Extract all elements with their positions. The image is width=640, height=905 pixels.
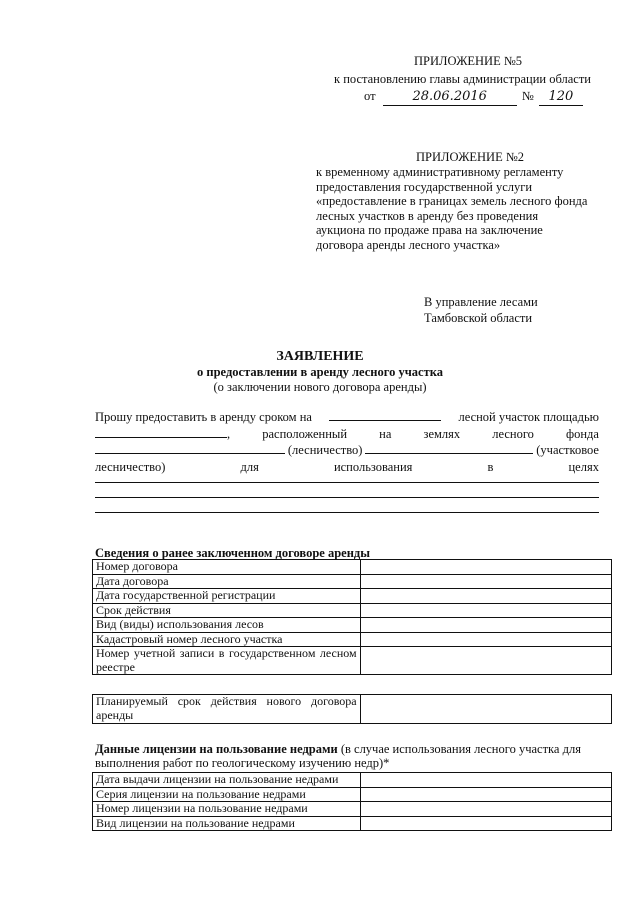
table-row: [93, 603, 612, 618]
district-forestry-field[interactable]: [365, 453, 533, 454]
row-value[interactable]: [360, 787, 611, 802]
request-text: фонда: [566, 426, 599, 441]
appendix2-line: предоставления государственной услуги: [316, 179, 533, 194]
number-handwritten: 120: [539, 90, 583, 106]
request-text: лесного: [492, 426, 534, 441]
addressee-line: В управление лесами: [424, 295, 538, 309]
request-line-1: [95, 410, 599, 425]
table-row: [93, 560, 612, 575]
appendix5-line: к постановлению главы администрации области: [334, 72, 591, 86]
addressee-line: Тамбовской области: [424, 310, 533, 325]
row-value[interactable]: [360, 618, 611, 633]
row-value[interactable]: [360, 816, 611, 831]
request-text: (лесничество): [287, 443, 363, 457]
area-field[interactable]: [95, 437, 227, 438]
row-value[interactable]: [360, 589, 611, 604]
request-text: лесничество): [95, 459, 166, 474]
number-prefix: №: [521, 89, 534, 103]
row-label: Номер договора: [93, 560, 361, 575]
request-line-3: [95, 443, 599, 458]
row-label: Дата выдачи лицензии на пользование недрами: [93, 773, 361, 788]
appendix5-title: ПРИЛОЖЕНИЕ №5: [414, 54, 523, 68]
appendix2-line: договора аренды лесного участка»: [316, 237, 501, 252]
row-label: Вид (виды) использования лесов: [93, 618, 361, 633]
request-text: Прошу предоставить в аренду сроком на: [95, 410, 312, 424]
table-row: [93, 787, 612, 802]
appendix2-title: ПРИЛОЖЕНИЕ №2: [416, 150, 525, 164]
row-label: Дата государственной регистрации: [93, 589, 361, 604]
request-text: ,: [227, 426, 231, 441]
row-label: Планируемый срок действия нового договора аренды: [93, 695, 361, 724]
table-row: [93, 816, 612, 831]
request-paragraph: [95, 410, 599, 474]
appendix2-line: к временному административному регламенту: [316, 165, 564, 179]
row-value[interactable]: [360, 802, 611, 817]
request-text: для: [240, 459, 259, 474]
heading-note: (о заключении нового договора аренды): [213, 380, 427, 394]
table-row: [93, 618, 612, 633]
request-text: целях: [568, 459, 599, 474]
row-label: Кадастровый номер лесного участка: [93, 632, 361, 647]
row-label: Номер лицензии на пользование недрами: [93, 802, 361, 817]
heading-subtitle: о предоставлении в аренду лесного участка: [197, 365, 443, 379]
request-text: землях: [423, 426, 461, 441]
table-row: [93, 574, 612, 589]
date-prefix: от: [364, 89, 376, 103]
row-value[interactable]: [360, 603, 611, 618]
request-text: лесной участок площадью: [458, 410, 599, 424]
request-text: на: [379, 426, 392, 441]
row-label: Номер учетной записи в государственном лесном реестре: [93, 647, 361, 675]
table-row: [93, 632, 612, 647]
purpose-line-1[interactable]: [95, 482, 599, 483]
request-line-2: [95, 427, 599, 442]
planned-term-table: [92, 694, 612, 724]
document-heading: [0, 349, 640, 395]
row-value[interactable]: [360, 632, 611, 647]
row-value[interactable]: [360, 773, 611, 788]
row-label: Срок действия: [93, 603, 361, 618]
request-text: в: [487, 459, 494, 474]
table-row: [93, 773, 612, 788]
row-label: Дата договора: [93, 574, 361, 589]
table-row: [93, 802, 612, 817]
purpose-line-3[interactable]: [95, 512, 599, 513]
heading-title: ЗАЯВЛЕНИЕ: [276, 349, 364, 364]
request-text: (участковое: [536, 443, 599, 457]
purpose-line-2[interactable]: [95, 497, 599, 498]
license-title: [95, 742, 609, 770]
row-value[interactable]: [360, 560, 611, 575]
table-row: [93, 589, 612, 604]
license-title-bold: Данные лицензии на пользование недрами: [95, 742, 338, 756]
addressee: [424, 295, 538, 325]
row-label: Серия лицензии на пользование недрами: [93, 787, 361, 802]
prior-contract-table: [92, 559, 612, 675]
request-text: использования: [333, 459, 413, 474]
request-text: расположенный: [262, 426, 348, 441]
appendix2-lines: [316, 165, 587, 252]
row-value[interactable]: [360, 647, 611, 675]
appendix2-line: лесных участков в аренду без проведения: [316, 208, 539, 223]
row-value[interactable]: [360, 695, 611, 724]
row-label: Вид лицензии на пользование недрами: [93, 816, 361, 831]
appendix2-line: «предоставление в границах земель лесного фонда: [316, 194, 588, 208]
appendix2-line: аукциона по продаже права на заключение: [316, 223, 543, 237]
forestry-field[interactable]: [95, 453, 285, 454]
table-row: [93, 695, 612, 724]
license-title-rest: (в случае использования лесного участка для выполнения работ по геологическому изучению недр)*: [95, 742, 581, 770]
row-value[interactable]: [360, 574, 611, 589]
term-field[interactable]: [329, 420, 441, 421]
appendix5-date-row: [364, 89, 583, 106]
license-table: [92, 772, 612, 831]
request-line-4: [95, 460, 599, 475]
table-row: [93, 647, 612, 675]
date-handwritten: 28.06.2016: [383, 90, 517, 106]
prior-contract-title: Сведения о ранее заключенном договоре аренды: [95, 546, 370, 560]
